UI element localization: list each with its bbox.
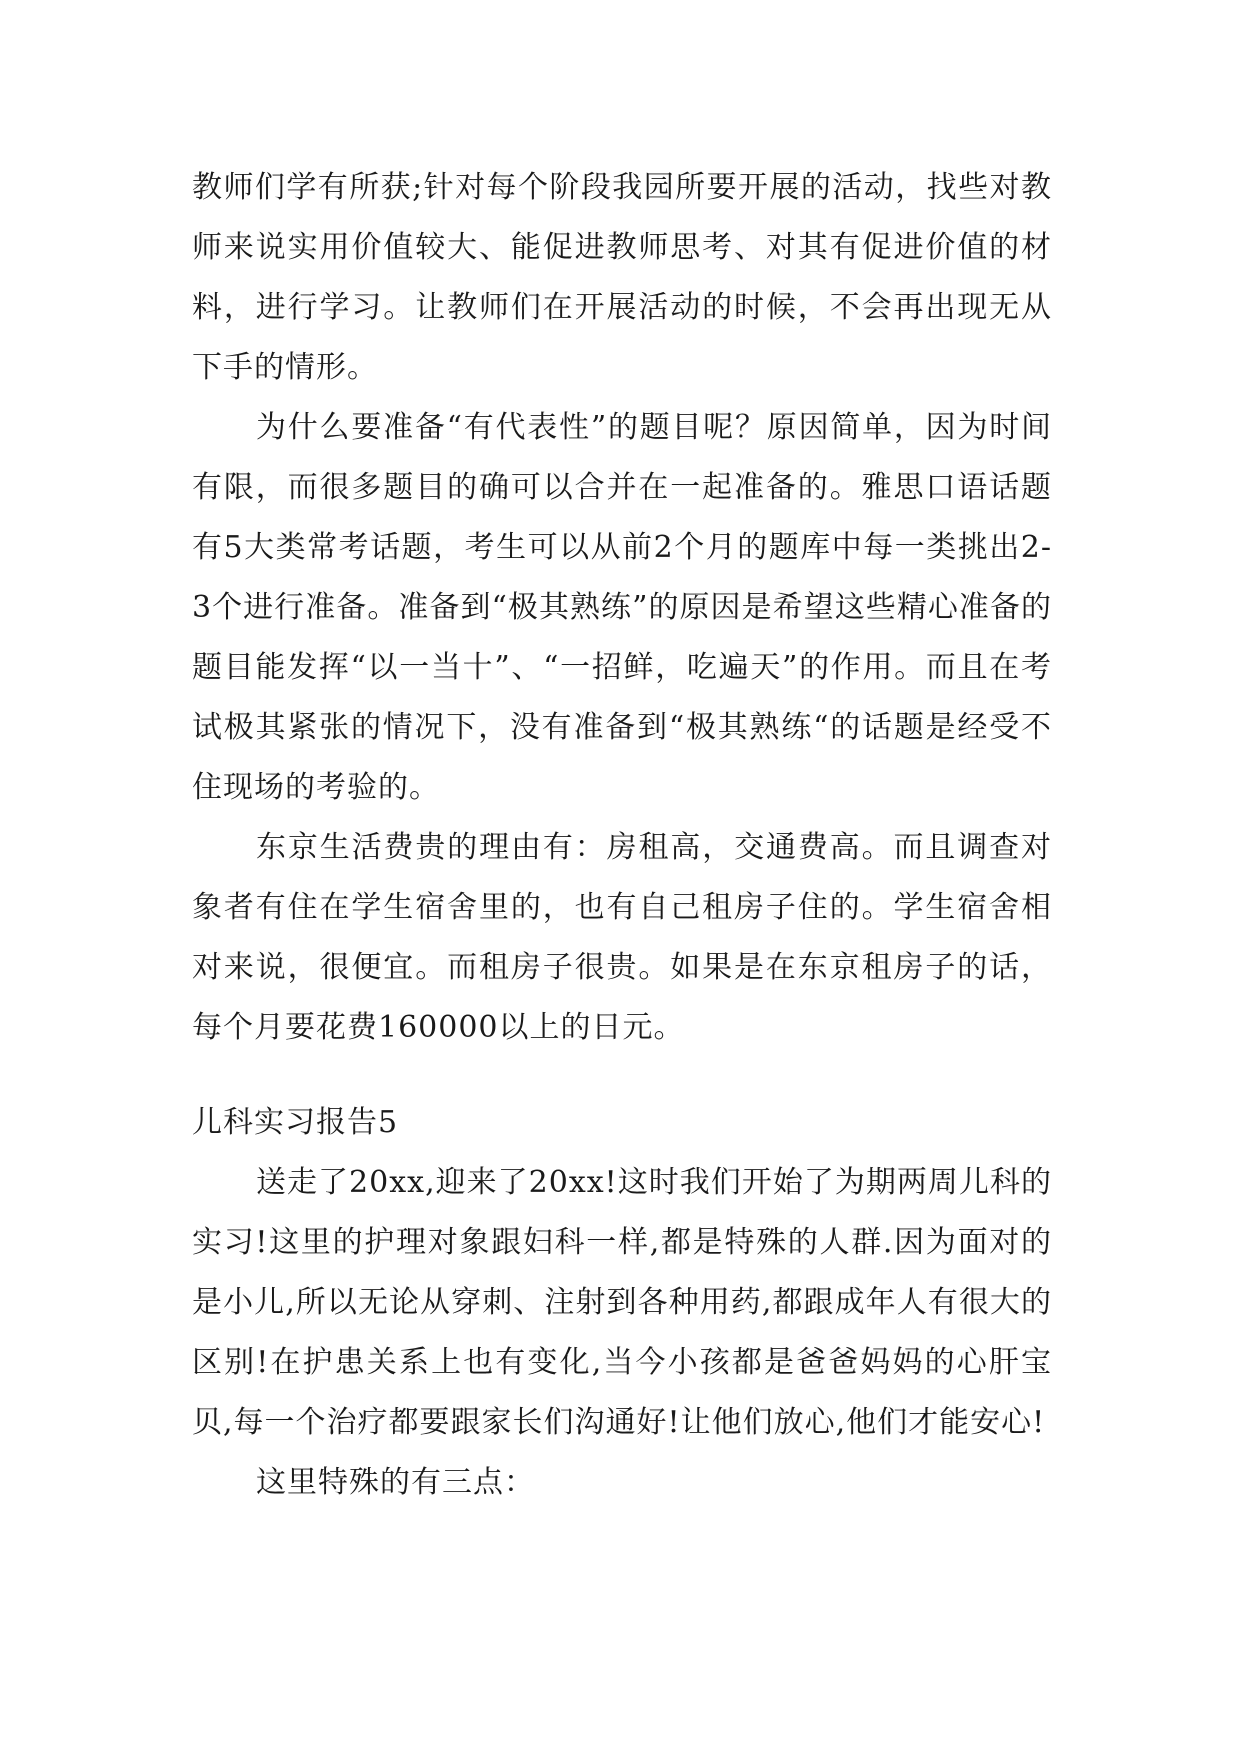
continuation-paragraph: 教师们学有所获;针对每个阶段我园所要开展的活动，找些对教师来说实用价值较大、能促进教师思考、对其有促进价值的材料，进行学习。让教师们在开展活动的时候，不会再出现无从下手的情形。 <box>192 170 1052 385</box>
document-section <box>192 1093 1052 1513</box>
paragraph-representative-topics: 为什么要准备“有代表性”的题目呢？原因简单，因为时间有限，而很多题目的确可以合并在一起准备的。雅思口语话题有5大类常考话题，考生可以从前2个月的题库中每一类挑出2-3个进行准备。准备到“极其熟练”的原因是希望这些精心准备的题目能发挥“以一当十”、“一招鲜，吃遍天”的作用。而且在考试极其紧张的情况下，没有准备到“极其熟练“的话题是经受不住现场的考验的。 <box>192 410 1052 805</box>
paragraph-tokyo-living-cost: 东京生活费贵的理由有：房租高，交通费高。而且调查对象者有住在学生宿舍里的，也有自己租房子住的。学生宿舍相对来说，很便宜。而租房子很贵。如果是在东京租房子的话，每个月要花费160000以上的日元。 <box>192 830 1052 1045</box>
document-body-upper <box>192 158 1052 1058</box>
section-paragraph-intro: 送走了20xx,迎来了20xx!这时我们开始了为期两周儿科的实习!这里的护理对象跟妇科一样,都是特殊的人群.因为面对的是小儿,所以无论从穿刺、注射到各种用药,都跟成年人有很大的区别!在护患关系上也有变化,当今小孩都是爸爸妈妈的心肝宝贝,每一个治疗都要跟家长们沟通好!让他们放心,他们才能安心! <box>192 1165 1052 1440</box>
section-title: 儿科实习报告5 <box>192 1105 399 1140</box>
section-paragraph-three-points: 这里特殊的有三点： <box>256 1465 535 1500</box>
